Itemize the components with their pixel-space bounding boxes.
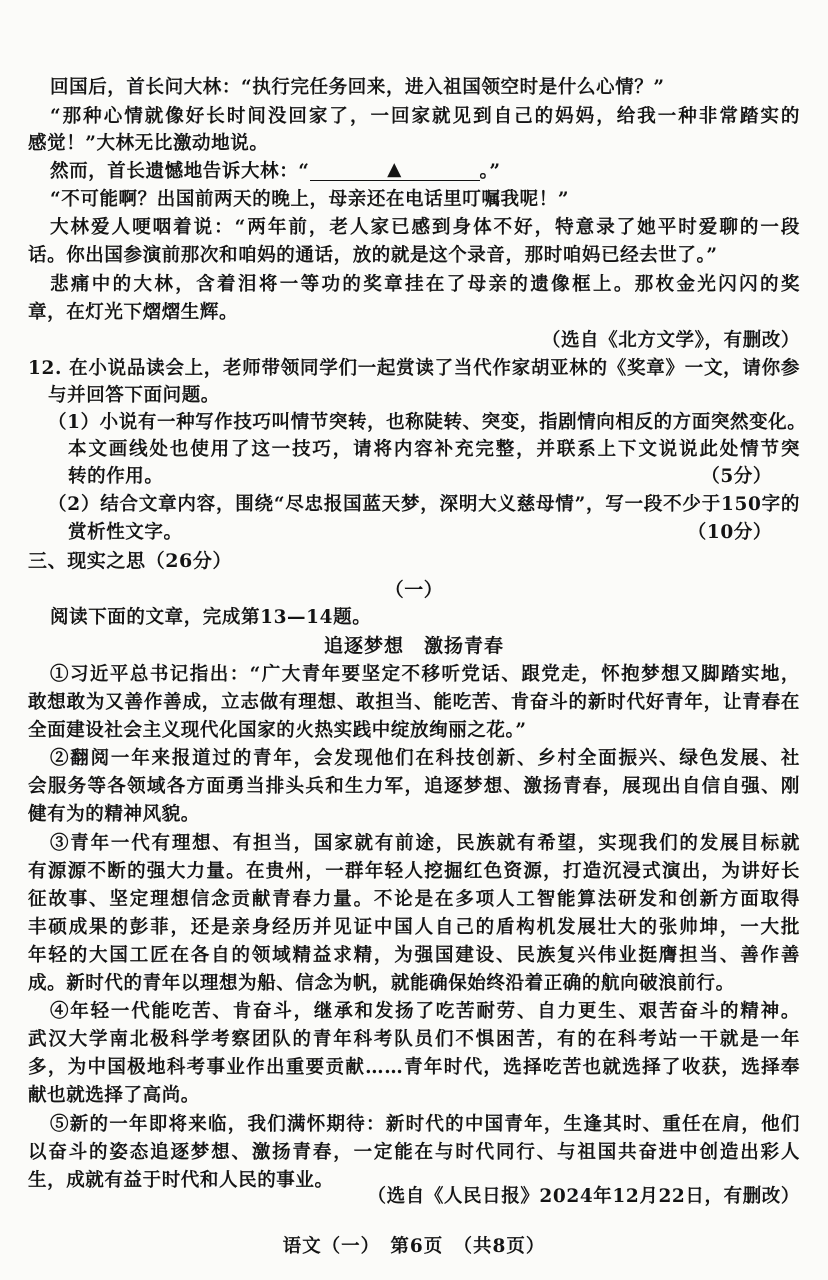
article-title: 追逐梦想 激扬青春	[323, 635, 504, 657]
question-12-sub1-line-3	[68, 464, 800, 490]
question-12-sub2-line-1: （2）结合文章内容，围绕“尽忠报国蓝天梦，深明大义慈母情”，写一段不少于150字的	[48, 494, 800, 515]
story-paragraph-6-line-2: 章，在灯光下熠熠生辉。	[28, 302, 239, 323]
section-3-heading: 三、现实之思（26分）	[28, 550, 233, 572]
story-paragraph-2-line-2: 感觉！”大林无比激动地说。	[28, 133, 269, 154]
article-paragraph-1-line-2: 敢想敢为又善作善成，立志做有理想、敢担当、能吃苦、肯奋斗的新时代好青年，让青春在	[28, 692, 800, 713]
article-source: （选自《人民日报》2024年12月22日，有删改）	[367, 1186, 800, 1207]
question-12-sub2-line-2	[68, 520, 800, 546]
article-paragraph-3-line-5: 年轻的大国工匠在各自的领域精益求精，为强国建设、民族复兴伟业挺膺担当、善作善	[28, 945, 800, 966]
story-paragraph-2-line-1: “那种心情就像好长时间没回家了，一回家就见到自己的妈妈，给我一种非常踏实的	[50, 106, 800, 127]
article-paragraph-1-line-1: ①习近平总书记指出：“广大青年要坚定不移听党话、跟党走，怀抱梦想又脚踏实地，	[50, 664, 800, 685]
article-paragraph-4-line-1: ④年轻一代能吃苦、肯奋斗，继承和发扬了吃苦耐劳、自力更生、艰苦奋斗的精神。	[50, 1001, 800, 1022]
question-12-stem-line-2: 与并回答下面问题。	[48, 385, 220, 406]
article-paragraph-3-line-2: 有源源不断的强大力量。在贵州，一群年轻人挖掘红色资源，打造沉浸式演出，为讲好长	[28, 861, 800, 882]
article-paragraph-4-line-4: 献也就选择了高尚。	[28, 1085, 200, 1106]
article-paragraph-2-line-3: 健有为的精神风貌。	[28, 804, 200, 825]
page-footer: 语文（一） 第6页 （共8页）	[282, 1236, 546, 1257]
article-paragraph-3-line-3: 征故事、坚定理想信念贡献青春力量。不论是在多项人工智能算法研发和创新方面取得	[28, 889, 800, 910]
question-12-sub1-line-2: 本文画线处也使用了这一技巧，请将内容补充完整，并联系上下文说说此处情节突	[68, 439, 800, 460]
article-paragraph-4-line-2: 武汉大学南北极科学考察团队的青年科考队员们不惧困苦，有的在科考站一干就是一年	[28, 1029, 800, 1050]
story-paragraph-5-line-1: 大林爱人哽咽着说：“两年前，老人家已感到身体不好，特意录了她平时爱聊的一段	[50, 217, 800, 238]
article-paragraph-3-line-4: 丰硕成果的彭菲，还是亲身经历并见证中国人自己的盾构机发展壮大的张帅坤，一大批	[28, 917, 800, 938]
question-12-sub1-line-3-text: 转的作用。	[68, 466, 164, 487]
story-paragraph-3-post: 。”	[479, 161, 501, 182]
story-paragraph-3	[50, 159, 800, 185]
article-paragraph-4-line-3: 多，为中国极地科考事业作出重要贡献……青年时代，选择吃苦也就选择了收获，选择奉	[28, 1057, 800, 1078]
article-paragraph-5-line-3: 生，成就有益于时代和人民的事业。	[28, 1170, 334, 1191]
question-12-sub2-line-2-text: 赏析性文字。	[68, 522, 183, 543]
article-paragraph-5-line-2: 以奋斗的姿态追逐梦想、激扬青春，一定能在与时代同行、与祖国共奋进中创造出彩人	[28, 1142, 800, 1163]
article-paragraph-1-line-3: 全面建设社会主义现代化国家的火热实践中绽放绚丽之花。”	[28, 720, 527, 741]
story-source: （选自《北方文学》，有删改）	[541, 330, 800, 351]
story-paragraph-3-pre: 然而，首长遗憾地告诉大林：“	[50, 161, 310, 182]
section-3-part-label: （一）	[384, 579, 444, 601]
story-paragraph-1: 回国后，首长问大林：“执行完任务回来，进入祖国领空时是什么心情？”	[50, 77, 665, 98]
article-paragraph-5-line-1: ⑤新的一年即将来临，我们满怀期待：新时代的中国青年，生逢其时、重任在肩，他们	[50, 1114, 800, 1135]
fill-in-blank: ▲	[310, 160, 480, 181]
story-paragraph-5-line-2: 话。你出国参演前那次和咱妈的通话，放的就是这个录音，那时咱妈已经去世了。”	[28, 245, 718, 266]
article-paragraph-2-line-2: 会服务等各领域各方面勇当排头兵和生力军，追逐梦想、激扬青春，展现出自信自强、刚	[28, 776, 800, 797]
article-paragraph-3-line-6: 成。新时代的青年以理想为船、信念为帆，就能确保始终沿着正确的航向破浪前行。	[28, 973, 735, 994]
question-12-sub2-score: （10分）	[687, 522, 772, 543]
question-12-stem-line-1: 12. 在小说品读会上，老师带领同学们一起赏读了当代作家胡亚林的《奖章》一文，请你参	[28, 358, 800, 379]
question-12-sub1-line-1: （1）小说有一种写作技巧叫情节突转，也称陡转、突变，指剧情向相反的方面突然变化。	[48, 412, 807, 433]
section-3-instruction: 阅读下面的文章，完成第13—14题。	[50, 607, 372, 628]
story-paragraph-6-line-1: 悲痛中的大林，含着泪将一等功的奖章挂在了母亲的遗像框上。那枚金光闪闪的奖	[50, 274, 800, 295]
article-paragraph-3-line-1: ③青年一代有理想、有担当，国家就有前途，民族就有希望，实现我们的发展目标就	[50, 833, 800, 854]
question-12-sub1-score: （5分）	[701, 466, 772, 487]
article-paragraph-2-line-1: ②翻阅一年来报道过的青年，会发现他们在科技创新、乡村全面振兴、绿色发展、社	[50, 748, 800, 769]
story-paragraph-4: “不可能啊？出国前两天的晚上，母亲还在电话里叮嘱我呢！”	[50, 189, 570, 210]
